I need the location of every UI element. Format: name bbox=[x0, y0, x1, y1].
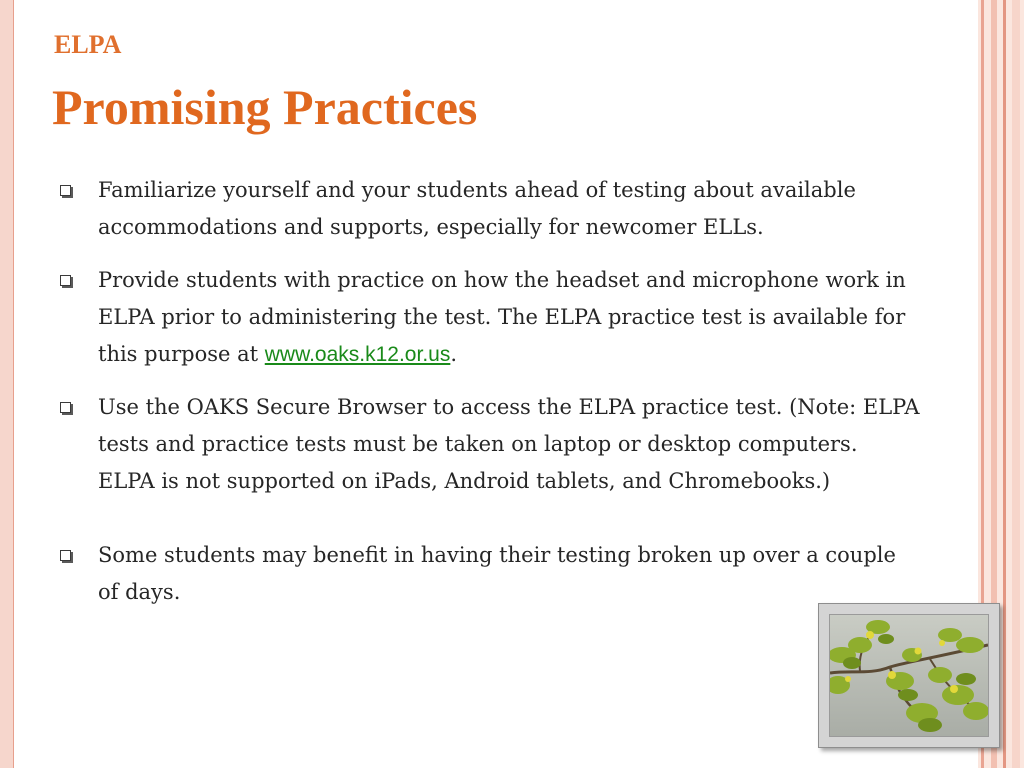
bullet-item bbox=[60, 537, 920, 611]
bullet-text: Some students may benefit in having their testing broken up over a couple of days. bbox=[98, 543, 896, 604]
bullet-item bbox=[60, 262, 920, 373]
oaks-website-link[interactable]: www.oaks.k12.or.us bbox=[264, 343, 451, 366]
left-border-line bbox=[13, 0, 14, 768]
oak-branch-photo bbox=[829, 614, 989, 737]
bullet-text: Provide students with practice on how the headset and microphone work in ELPA prior to administering the test. The ELPA practice test is available for this purpose at bbox=[98, 268, 906, 366]
hollow-square-bullet-icon bbox=[60, 185, 71, 196]
left-border-stripe bbox=[0, 0, 14, 768]
right-border-stripe bbox=[1003, 0, 1006, 768]
slide-kicker: ELPA bbox=[54, 30, 122, 59]
slide-title: Promising Practices bbox=[52, 79, 478, 135]
right-border-stripe bbox=[1012, 0, 1020, 768]
oak-branch-image bbox=[830, 615, 988, 736]
bullet-list bbox=[60, 172, 920, 611]
bullet-text-end: . bbox=[450, 342, 458, 366]
hollow-square-bullet-icon bbox=[60, 402, 71, 413]
bullet-item bbox=[60, 389, 920, 500]
hollow-square-bullet-icon bbox=[60, 550, 71, 561]
hollow-square-bullet-icon bbox=[60, 275, 71, 286]
bullet-item bbox=[60, 172, 920, 246]
bullet-text: Familiarize yourself and your students ahead of testing about available accommodations and supports, especially for newcomer ELLs. bbox=[98, 178, 856, 239]
bullet-text: Use the OAKS Secure Browser to access the ELPA practice test. (Note: ELPA tests and practice tests must be taken on laptop or desktop computers. ELPA is not supported on iPads, Android tablets, and Chromebooks.) bbox=[98, 395, 920, 493]
photo-frame bbox=[818, 603, 1000, 748]
